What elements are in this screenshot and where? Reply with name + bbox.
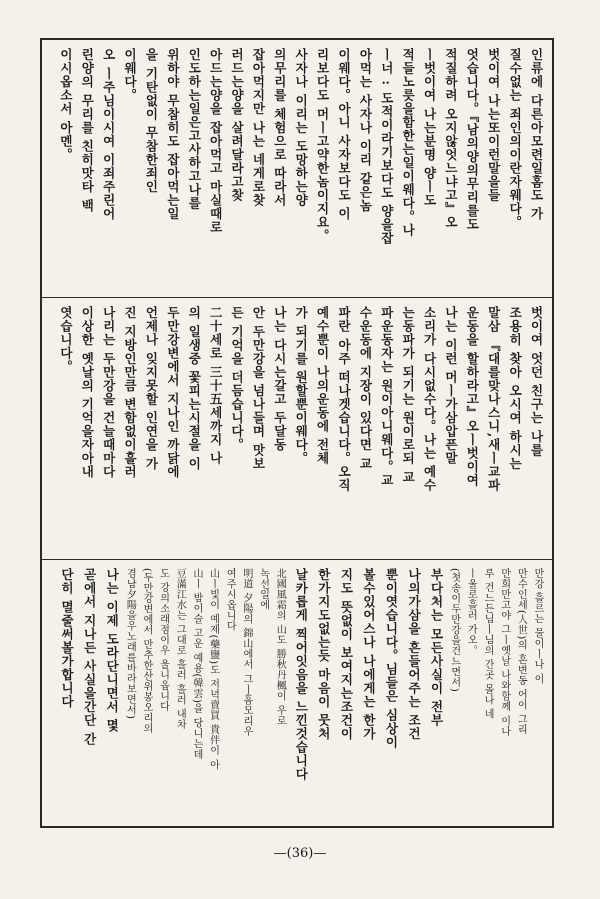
text-column: 이상한 옛날의 기억을자아내 [79, 306, 95, 479]
text-column: (두만강변에서 만추한산위봉오리의 [140, 568, 152, 734]
text-column: 豆滿江水는 그대로 흘러 흘러 내차 [174, 568, 186, 730]
text-column: ㅣ울로흘러 가오。 [465, 568, 477, 656]
text-column: 만희만고야 그ㅣ옛날 나와함께 이나 [498, 568, 510, 737]
text-column: 나의가삼을 흔들어주는 조건 [406, 568, 422, 741]
text-column: 녹선일에 [257, 568, 269, 610]
text-column: 山ㅣ빛이 예제(藥鹽)도 저녁賣買 貴伴이 아 [207, 568, 219, 771]
text-column: 가 되기를 원할뿐이웨다。 [293, 306, 309, 466]
text-column: 루 건느든님ㅣ님의 간곳 몰나 네 [482, 568, 494, 720]
text-column: 리보다도 머ㅣ고약한놈이지요。 [315, 48, 331, 243]
text-column: 엿습니다。 [58, 306, 74, 374]
text-column: 예수뿐이 나의운동에 전체 [315, 306, 331, 466]
text-column: 린양의 무리를 친히맛타 백 [79, 48, 95, 213]
text-column: 나는 다시는갈고 두달동 [272, 306, 288, 452]
text-column: 나는 이런 머ㅣ가삼압픈말 [443, 306, 459, 466]
text-column: 적질하려 오지않엇느냐고』오 [443, 48, 459, 229]
text-column: 안 두만강을 넘나들며 맛보 [250, 306, 266, 471]
columns-top [50, 48, 542, 291]
text-column: ㅣ너 : 도적이라기보다도 양을잡 [379, 48, 395, 246]
text-column: 는동파가 되기는 원이로되 교 [400, 306, 416, 485]
page-frame [40, 38, 554, 828]
text-column: 인류에 다른아모련일홈도 가 [529, 48, 544, 221]
text-column: 단히 멸줄써볼가합니다 [59, 568, 75, 709]
text-column: 지도 뜻없이 보여지는조건이 [338, 568, 354, 741]
text-column: 엇습니다。『남의양의무리를도 [464, 48, 480, 231]
text-column: 의무리를 체험으로 따라서 [272, 48, 288, 208]
text-column: 파란 아주 떠나겟습니다。오직 [336, 306, 352, 493]
text-column: 잡아먹지만 나는 네게로찾 [250, 48, 266, 208]
text-column: (첫송이두만강을건느면서) [448, 568, 460, 693]
text-column: 明道 夕陽의 錦山에서 그ㅣ흠모리우 [240, 568, 252, 737]
text-column: 날카롭게 찍어잇음을 느낀것습니다 [293, 568, 309, 782]
text-column: 한가지도없는듯 마음이 뭇처 [316, 568, 332, 741]
text-block-middle [42, 298, 552, 560]
text-column: 수운동에 지장이 있다면 교 [357, 306, 373, 471]
text-column: 러드는양을 살려달라고찾 [229, 48, 245, 202]
text-column: 만강 흘르는 물이ㅣ나 이 [532, 568, 543, 685]
text-column: 질수없는 죄인의이란자웨다。 [507, 48, 523, 229]
text-column: 나는 이제 도라단니면서 몇 [104, 568, 120, 733]
text-column: 겸남夕陽을우노래를바라보면서) [124, 568, 136, 720]
text-column: 위하야 무참히도 잡아먹는일 [165, 48, 181, 221]
text-column: 의 일생중 꽃피는시절을 이 [186, 306, 202, 471]
page-number: —(36)— [273, 846, 327, 861]
text-column: 든 기억을 더듬습니다。 [229, 306, 245, 452]
text-column: 아드는양을 잡아먹고 마실때로 [208, 48, 224, 235]
text-column: 을 기탄없이 무참한죄인 [143, 48, 159, 194]
text-column: 벗이여 나는또이런말을들 [486, 48, 502, 202]
text-column: 아먹는 사자나 이리 같은놈 [357, 48, 373, 213]
text-column: 소리가 다시없수다。나는 예수 [422, 306, 438, 493]
text-column: 파운동자는 원이아니웨다。교 [379, 306, 395, 487]
text-column: 언제나 잊지못할 인연을 가 [143, 306, 159, 471]
text-column: 오 ㅣ주님이시여 이죄주린어 [101, 48, 117, 221]
text-column: 여주시옵니다 [224, 568, 236, 631]
text-column: 만수인세(人世)의 흔변동 어이 그리 [515, 568, 527, 735]
text-column: 두만강변에서 지나인 까닭에 [165, 306, 181, 479]
text-column: 이웨다。 [122, 48, 138, 102]
text-column: 곧에서 지나든 사실을간단 간 [82, 568, 98, 747]
text-column: 부다처는 모든사실이 전부 [429, 568, 445, 728]
columns-bottom [50, 568, 542, 820]
text-column: 인도하는일은고사하고나를 [186, 48, 202, 210]
text-column: 벗이여 엇던 친구는 나를 [529, 306, 544, 458]
text-column: 말삼 『대를맞나스니,새ㅣ교파 [486, 306, 502, 493]
text-column: 뿐이엿습니다。님들은 심상이 [383, 568, 399, 749]
text-column: 나리는 두만강을 건늘때마다 [101, 306, 117, 479]
text-column: 二十세로 三十五세까지 나 [208, 306, 224, 466]
text-column: 北國風霜의 山도 勝秋丹楓이 우로 [274, 568, 286, 727]
text-block-bottom [42, 560, 552, 826]
text-column: 도 강의소래점이우 울니옵니다 [157, 568, 169, 712]
text-column: 조용히 찾아 오시여 하시는 [507, 306, 523, 471]
text-column: 진 지방인만큼 변함없이흘러 [122, 306, 138, 479]
text-column: 사자나 이리는 도망하는양 [293, 48, 309, 208]
text-column: ㅣ벗이여 나는분명 양ㅣ도 [422, 48, 438, 208]
text-column: 이웨다。아니 사자보다도 이 [336, 48, 352, 221]
text-column: 적들노릇을함한는일이웨다。나 [400, 48, 416, 237]
text-column: 山ㅣ 밤이슬 고운 예용(韓雲)을 당니는데 [190, 568, 202, 760]
text-column: 운동을 할하라고』오ㅣ벗이여 [464, 306, 480, 487]
text-column: 볼수있어스나 나에게는 한가 [361, 568, 377, 741]
text-column: 이시옵소서 아멘。 [58, 48, 74, 162]
columns-middle [50, 306, 542, 553]
text-block-top [42, 40, 552, 298]
